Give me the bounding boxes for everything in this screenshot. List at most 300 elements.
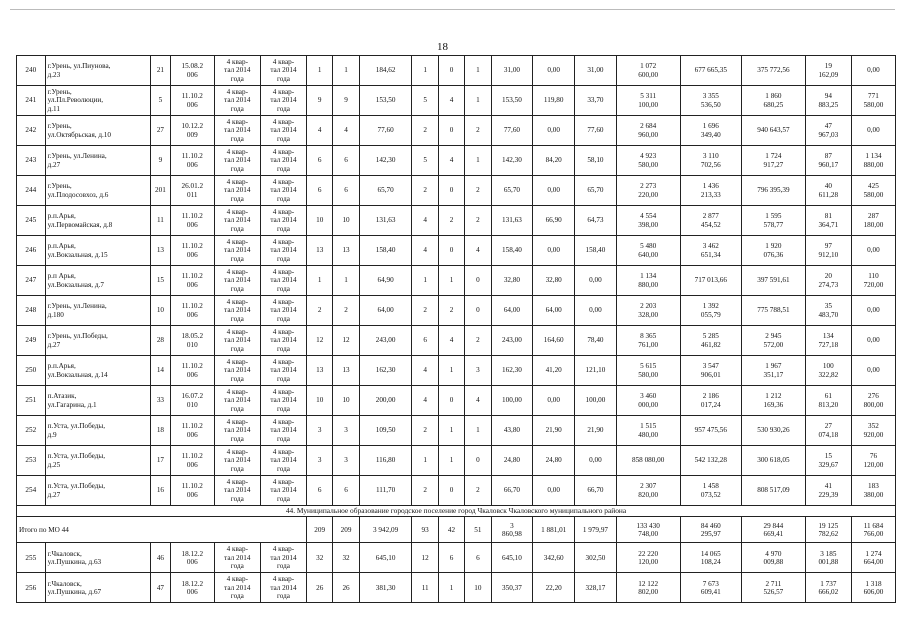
table-cell: 46	[151, 543, 171, 573]
table-cell: 255	[17, 543, 46, 573]
table-cell: 4 квар- тал 2014 года	[214, 56, 260, 86]
table-cell: 542 132,28	[680, 446, 742, 476]
table-row	[17, 573, 896, 603]
table-cell: 4 квар- тал 2014 года	[214, 266, 260, 296]
table-cell: 35 483,70	[805, 296, 851, 326]
table-cell: 2	[438, 296, 464, 326]
table-cell: 13	[333, 236, 359, 266]
table-cell: 1 072 600,00	[616, 56, 680, 86]
table-cell: 858 080,00	[616, 446, 680, 476]
table-cell: 4	[412, 386, 438, 416]
table-cell: 1 967 351,17	[742, 356, 806, 386]
table-cell: 4 квар- тал 2014 года	[260, 206, 306, 236]
table-cell: 16.07.2 010	[170, 386, 214, 416]
table-cell: 1	[438, 446, 464, 476]
table-cell: 4 квар- тал 2014 года	[214, 86, 260, 116]
total-label: Итого по МО 44	[17, 517, 307, 543]
table-cell: 4 квар- тал 2014 года	[214, 476, 260, 506]
table-cell: 121,10	[575, 356, 617, 386]
table-cell: 5 285 461,82	[680, 326, 742, 356]
table-cell: 352 920,00	[851, 416, 895, 446]
table-cell: 1	[412, 56, 438, 86]
table-cell: 0	[465, 266, 491, 296]
table-cell: 249	[17, 326, 46, 356]
table-cell: 4 квар- тал 2014 года	[260, 446, 306, 476]
table-cell: 26.01.2 011	[170, 176, 214, 206]
table-cell: 775 788,51	[742, 296, 806, 326]
table-cell: 2	[438, 206, 464, 236]
table-cell: 10	[465, 573, 491, 603]
table-cell: 184,62	[359, 56, 412, 86]
table-cell: 4 квар- тал 2014 года	[260, 573, 306, 603]
table-cell: 328,17	[575, 573, 617, 603]
table-cell: 9	[333, 86, 359, 116]
table-cell: 10.12.2 009	[170, 116, 214, 146]
table-cell: 201	[151, 176, 171, 206]
table-cell: 14 065 108,24	[680, 543, 742, 573]
table-cell: 2	[465, 176, 491, 206]
table-cell: 18.12.2 006	[170, 573, 214, 603]
table-cell: 0	[438, 56, 464, 86]
table-cell: 4 квар- тал 2014 года	[214, 416, 260, 446]
table-cell: 15	[151, 266, 171, 296]
table-cell: 10	[333, 206, 359, 236]
table-cell: 5 311 100,00	[616, 86, 680, 116]
table-cell: 12	[307, 326, 333, 356]
table-cell: 153,50	[359, 86, 412, 116]
table-cell: 11.10.2 006	[170, 86, 214, 116]
total-cell: 51	[465, 517, 491, 543]
table-cell: 13	[307, 356, 333, 386]
total-row-group	[17, 517, 896, 543]
table-cell: 15.08.2 006	[170, 56, 214, 86]
address-cell: г.Чкаловск, ул.Пушкина, д.67	[45, 573, 150, 603]
address-cell: г.Урень, ул.Ленина, д.180	[45, 296, 150, 326]
table-cell: 250	[17, 356, 46, 386]
table-cell: 253	[17, 446, 46, 476]
table-cell: 33	[151, 386, 171, 416]
table-cell: 4 квар- тал 2014 года	[260, 543, 306, 573]
table-cell: 0,00	[851, 56, 895, 86]
table-cell: 24,80	[533, 446, 575, 476]
housing-register-table	[16, 55, 896, 603]
table-cell: 4 квар- тал 2014 года	[260, 56, 306, 86]
table-cell: 6	[333, 146, 359, 176]
table-cell: 27	[151, 116, 171, 146]
table-cell: 1	[465, 86, 491, 116]
table-cell: 3	[333, 446, 359, 476]
table-cell: 16	[151, 476, 171, 506]
table-cell: 1	[412, 446, 438, 476]
table-cell: 4 квар- тал 2014 года	[214, 206, 260, 236]
table-cell: 66,90	[533, 206, 575, 236]
table-cell: 11.10.2 006	[170, 266, 214, 296]
table-cell: 58,10	[575, 146, 617, 176]
table-body-upper	[17, 56, 896, 506]
table-cell: 1	[307, 266, 333, 296]
table-cell: 158,40	[359, 236, 412, 266]
table-cell: 84,20	[533, 146, 575, 176]
table-cell: 64,00	[491, 296, 533, 326]
table-cell: 1	[465, 416, 491, 446]
table-cell: 4 554 398,00	[616, 206, 680, 236]
table-cell: 4	[465, 236, 491, 266]
table-cell: 61 813,20	[805, 386, 851, 416]
table-cell: 1	[465, 146, 491, 176]
table-cell: 4 квар- тал 2014 года	[260, 326, 306, 356]
table-cell: 244	[17, 176, 46, 206]
table-cell: 0,00	[851, 296, 895, 326]
table-cell: 131,63	[359, 206, 412, 236]
table-cell: 375 772,56	[742, 56, 806, 86]
table-cell: 4 квар- тал 2014 года	[260, 86, 306, 116]
address-cell: г.Урень, ул.Победы, д.27	[45, 326, 150, 356]
table-row	[17, 386, 896, 416]
table-cell: 0,00	[533, 176, 575, 206]
table-cell: 4	[438, 146, 464, 176]
table-cell: 4	[412, 206, 438, 236]
page-number: 18	[437, 41, 448, 53]
table-cell: 397 591,61	[742, 266, 806, 296]
address-cell: р.п.Арья, ул.Первомайская, д.8	[45, 206, 150, 236]
table-cell: 957 475,56	[680, 416, 742, 446]
table-cell: 11.10.2 006	[170, 296, 214, 326]
section-header	[17, 506, 896, 517]
table-cell: 119,80	[533, 86, 575, 116]
table-cell: 77,60	[491, 116, 533, 146]
table-cell: 142,30	[491, 146, 533, 176]
table-cell: 246	[17, 236, 46, 266]
table-cell: 4	[465, 386, 491, 416]
table-cell: 3 355 536,50	[680, 86, 742, 116]
address-cell: г.Урень, ул.Плодосовхоз, д.6	[45, 176, 150, 206]
table-cell: 3	[333, 416, 359, 446]
table-row	[17, 116, 896, 146]
table-cell: 64,00	[533, 296, 575, 326]
table-cell: 11.10.2 006	[170, 476, 214, 506]
table-row	[17, 356, 896, 386]
table-cell: 242	[17, 116, 46, 146]
table-cell: 1	[333, 56, 359, 86]
table-cell: 0,00	[533, 386, 575, 416]
table-cell: 4 квар- тал 2014 года	[260, 296, 306, 326]
table-cell: 1 737 666,02	[805, 573, 851, 603]
table-cell: 6	[438, 543, 464, 573]
table-cell: 47	[151, 573, 171, 603]
table-cell: 3 110 702,56	[680, 146, 742, 176]
table-cell: 11.10.2 006	[170, 206, 214, 236]
table-row	[17, 416, 896, 446]
table-cell: 0	[438, 386, 464, 416]
table-cell: 254	[17, 476, 46, 506]
table-cell: 2	[465, 116, 491, 146]
table-cell: 4 квар- тал 2014 года	[214, 116, 260, 146]
table-cell: 3 185 001,88	[805, 543, 851, 573]
table-cell: 0,00	[575, 446, 617, 476]
table-cell: 2	[412, 116, 438, 146]
table-cell: 1	[333, 266, 359, 296]
table-cell: 18.12.2 006	[170, 543, 214, 573]
table-cell: 4 квар- тал 2014 года	[214, 573, 260, 603]
table-cell: 11.10.2 006	[170, 416, 214, 446]
table-cell: 1 436 213,33	[680, 176, 742, 206]
table-cell: 100,00	[491, 386, 533, 416]
table-row	[17, 296, 896, 326]
table-cell: 10	[307, 386, 333, 416]
table-cell: 771 580,00	[851, 86, 895, 116]
table-cell: 110 720,00	[851, 266, 895, 296]
table-cell: 3	[307, 416, 333, 446]
table-cell: 12	[412, 543, 438, 573]
total-row	[17, 517, 896, 543]
table-body-lower	[17, 543, 896, 603]
table-cell: 3 460 000,00	[616, 386, 680, 416]
table-cell: 677 665,35	[680, 56, 742, 86]
table-cell: 26	[307, 573, 333, 603]
address-cell: г.Урень, ул.Пл.Революции, д.11	[45, 86, 150, 116]
table-cell: 5 615 580,00	[616, 356, 680, 386]
table-cell: 717 013,66	[680, 266, 742, 296]
table-cell: 11.10.2 006	[170, 236, 214, 266]
table-cell: 21	[151, 56, 171, 86]
table-cell: 0,00	[851, 116, 895, 146]
table-cell: 1 212 169,36	[742, 386, 806, 416]
table-cell: 1 458 073,52	[680, 476, 742, 506]
address-cell: р.п.Арья, ул.Вокзальная, д.14	[45, 356, 150, 386]
table-cell: 18.05.2 010	[170, 326, 214, 356]
table-cell: 0,00	[533, 236, 575, 266]
table-row	[17, 56, 896, 86]
table-cell: 28	[151, 326, 171, 356]
table-cell: 13	[307, 236, 333, 266]
table-cell: 300 618,05	[742, 446, 806, 476]
table-cell: 18	[151, 416, 171, 446]
table-cell: 11.10.2 006	[170, 146, 214, 176]
table-cell: 1 724 917,27	[742, 146, 806, 176]
table-cell: 64,73	[575, 206, 617, 236]
table-cell: 3 547 906,01	[680, 356, 742, 386]
table-cell: 41 229,39	[805, 476, 851, 506]
table-cell: 4	[412, 236, 438, 266]
table-cell: 81 364,71	[805, 206, 851, 236]
table-cell: 425 580,00	[851, 176, 895, 206]
table-cell: 1 595 578,77	[742, 206, 806, 236]
table-cell: 116,80	[359, 446, 412, 476]
table-cell: 4	[307, 116, 333, 146]
table-cell: 11.10.2 006	[170, 356, 214, 386]
table-cell: 1	[465, 56, 491, 86]
table-cell: 1 696 349,40	[680, 116, 742, 146]
table-cell: 12 122 802,00	[616, 573, 680, 603]
table-cell: 66,70	[491, 476, 533, 506]
total-cell: 209	[307, 517, 333, 543]
table-cell: 4 квар- тал 2014 года	[260, 116, 306, 146]
table-cell: 1 318 606,00	[851, 573, 895, 603]
total-cell: 29 844 669,41	[742, 517, 806, 543]
table-cell: 9	[151, 146, 171, 176]
table-cell: 10	[307, 206, 333, 236]
table-cell: 2 877 454,52	[680, 206, 742, 236]
table-cell: 2	[465, 206, 491, 236]
total-cell: 84 460 295,97	[680, 517, 742, 543]
table-cell: 22,20	[533, 573, 575, 603]
table-cell: 3	[465, 356, 491, 386]
table-cell: 1 860 680,25	[742, 86, 806, 116]
table-cell: 11.10.2 006	[170, 446, 214, 476]
table-cell: 153,50	[491, 86, 533, 116]
table-cell: 162,30	[491, 356, 533, 386]
table-cell: 4	[438, 326, 464, 356]
table-cell: 109,50	[359, 416, 412, 446]
table-cell: 342,60	[533, 543, 575, 573]
table-cell: 4 квар- тал 2014 года	[214, 386, 260, 416]
address-cell: п.Уста, ул.Победы, д.27	[45, 476, 150, 506]
table-cell: 200,00	[359, 386, 412, 416]
table-cell: 0,00	[851, 326, 895, 356]
total-cell: 11 684 766,00	[851, 517, 895, 543]
address-cell: г.Чкаловск, ул.Пушкина, д.63	[45, 543, 150, 573]
table-cell: 2	[412, 296, 438, 326]
table-cell: 4 квар- тал 2014 года	[260, 476, 306, 506]
table-cell: 19 162,09	[805, 56, 851, 86]
table-cell: 302,50	[575, 543, 617, 573]
table-cell: 0	[438, 236, 464, 266]
table-row	[17, 176, 896, 206]
table-cell: 20 274,73	[805, 266, 851, 296]
table-row	[17, 476, 896, 506]
table-row	[17, 326, 896, 356]
table-cell: 4 квар- тал 2014 года	[214, 236, 260, 266]
table-cell: 4 квар- тал 2014 года	[214, 446, 260, 476]
table-cell: 64,00	[359, 296, 412, 326]
table-cell: 94 883,25	[805, 86, 851, 116]
table-cell: 940 643,57	[742, 116, 806, 146]
table-row	[17, 206, 896, 236]
total-cell: 209	[333, 517, 359, 543]
table-cell: 1	[438, 416, 464, 446]
table-cell: 247	[17, 266, 46, 296]
table-cell: 31,00	[575, 56, 617, 86]
table-cell: 243,00	[359, 326, 412, 356]
table-cell: 162,30	[359, 356, 412, 386]
table-cell: 21,90	[533, 416, 575, 446]
table-cell: 0	[465, 296, 491, 326]
table-cell: 32,80	[533, 266, 575, 296]
address-cell: г.Урень, ул.Пиунова, д.23	[45, 56, 150, 86]
table-cell: 240	[17, 56, 46, 86]
table-cell: 6	[307, 146, 333, 176]
table-cell: 13	[333, 356, 359, 386]
table-cell: 158,40	[491, 236, 533, 266]
table-cell: 5	[151, 86, 171, 116]
total-cell: 133 430 748,00	[616, 517, 680, 543]
table-cell: 0,00	[533, 116, 575, 146]
table-cell: 11	[412, 573, 438, 603]
table-cell: 40 611,28	[805, 176, 851, 206]
table-cell: 1	[438, 573, 464, 603]
table-cell: 4 квар- тал 2014 года	[260, 356, 306, 386]
table-cell: 2 711 526,57	[742, 573, 806, 603]
table-cell: 4	[412, 356, 438, 386]
table-cell: 65,70	[491, 176, 533, 206]
table-cell: 2 203 328,00	[616, 296, 680, 326]
table-cell: 2 945 572,00	[742, 326, 806, 356]
total-cell: 1 881,01	[533, 517, 575, 543]
table-cell: 142,30	[359, 146, 412, 176]
table-cell: 4 970 009,88	[742, 543, 806, 573]
table-cell: 252	[17, 416, 46, 446]
table-cell: 76 120,00	[851, 446, 895, 476]
table-cell: 0,00	[851, 236, 895, 266]
table-cell: 1	[438, 356, 464, 386]
table-cell: 17	[151, 446, 171, 476]
table-cell: 7 673 609,41	[680, 573, 742, 603]
table-cell: 65,70	[575, 176, 617, 206]
table-cell: 808 517,09	[742, 476, 806, 506]
address-cell: г.Урень, ул.Ленина, д.27	[45, 146, 150, 176]
table-cell: 183 380,00	[851, 476, 895, 506]
table-cell: 4 квар- тал 2014 года	[214, 356, 260, 386]
table-cell: 15 329,67	[805, 446, 851, 476]
table-cell: 14	[151, 356, 171, 386]
address-cell: р.п Арья, ул.Вокзальная, д.7	[45, 266, 150, 296]
table-cell: 4	[438, 86, 464, 116]
table-cell: 4 квар- тал 2014 года	[214, 146, 260, 176]
table-cell: 32	[307, 543, 333, 573]
table-cell: 645,10	[491, 543, 533, 573]
table-cell: 65,70	[359, 176, 412, 206]
page-top-rule	[10, 9, 895, 10]
table-cell: 2	[307, 296, 333, 326]
address-cell: п.Уста, ул.Победы, д.9	[45, 416, 150, 446]
table-cell: 2	[412, 176, 438, 206]
table-cell: 2 273 220,00	[616, 176, 680, 206]
table-cell: 0,00	[575, 296, 617, 326]
table-cell: 78,40	[575, 326, 617, 356]
table-cell: 32,80	[491, 266, 533, 296]
table-cell: 243,00	[491, 326, 533, 356]
table-row	[17, 86, 896, 116]
table-cell: 4 квар- тал 2014 года	[260, 176, 306, 206]
total-cell: 93	[412, 517, 438, 543]
table-cell: 4 квар- тал 2014 года	[214, 326, 260, 356]
table-cell: 0,00	[533, 476, 575, 506]
table-cell: 2	[333, 296, 359, 326]
table-cell: 4 квар- тал 2014 года	[260, 386, 306, 416]
table-cell: 4 квар- тал 2014 года	[214, 543, 260, 573]
table-cell: 6	[333, 176, 359, 206]
table-cell: 645,10	[359, 543, 412, 573]
table-cell: 1 920 076,36	[742, 236, 806, 266]
table-cell: 2	[465, 326, 491, 356]
table-cell: 4 квар- тал 2014 года	[214, 176, 260, 206]
address-cell: г.Урень, ул.Октябрьская, д.10	[45, 116, 150, 146]
table-cell: 276 800,00	[851, 386, 895, 416]
table-cell: 0	[438, 476, 464, 506]
table-cell: 530 930,26	[742, 416, 806, 446]
table-cell: 243	[17, 146, 46, 176]
table-cell: 1	[412, 266, 438, 296]
table-cell: 0	[438, 176, 464, 206]
table-cell: 350,37	[491, 573, 533, 603]
table-cell: 158,40	[575, 236, 617, 266]
table-cell: 0	[465, 446, 491, 476]
table-cell: 13	[151, 236, 171, 266]
table-cell: 21,90	[575, 416, 617, 446]
address-cell: р.п.Арья, ул.Вокзальная, д.15	[45, 236, 150, 266]
table-cell: 47 967,03	[805, 116, 851, 146]
table-cell: 97 912,10	[805, 236, 851, 266]
